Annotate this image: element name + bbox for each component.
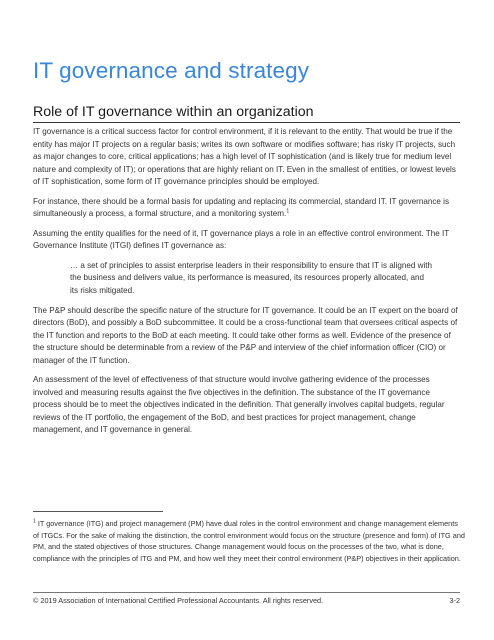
paragraph-4: The P&P should describe the specific nature of the structure for IT governance. It could be an IT expert on the board of directors (BoD), and possibly a BoD subcommittee. It could be a cross-functional team that oversees critical aspects of the IT function and reports to the BoD at each meeting. It could take other forms as well. Evidence of the presence of the structure should be determinable from a review of the P&P and interview of the chief information officer (CIO) or manager of the IT function.: [33, 305, 458, 365]
paragraph-2-text: For instance, there should be a formal basis for updating and replacing its commercial, standard IT. IT governance is simultaneously a process, a formal structure, and a monitoring system.: [33, 196, 449, 219]
paragraph-1: IT governance is a critical success factor for control environment, if it is relevant to the entity. That would be true if the entity has major IT projects on a regular basis; writes its own software or modifies software; has risky IT projects, such as major changes to core, critical applications; has a high level of IT sophistication (and is likely true for medium level nature and complexity of IT); or operations that are highly reliant on IT. Even in the smallest of entities, or lowest levels of IT sophistication, some form of IT governance principles should be employed.: [33, 127, 456, 187]
page-number: 3-2: [449, 596, 460, 605]
definition-quote: … a set of principles to assist enterprise leaders in their responsibility to ensure that IT is aligned with the business and delivers value, its performance is measured, its resources properly allocated, and its risks mitigated.: [70, 260, 432, 296]
section-divider: [33, 122, 460, 123]
footnote-text: IT governance (ITG) and project management (PM) have dual roles in the control environment and change management elements of ITGCs. For the sake of making the distinction, the control environment would focus on the structure (presence and form) of ITG and PM, and the stated objectives of those structures. Change management would focus on the processes of the two, what is done, compliance with the principles of ITG and PM, and how well they meet their control environment (P&P) objectives in their application.: [33, 519, 465, 563]
section-heading: Role of IT governance within an organization: [33, 104, 314, 120]
paragraph-5: An assessment of the level of effectiveness of that structure would involve gathering evidence of the processes involved and measuring results against the five objectives in the definition. The substance of the IT governance process should be to meet the objectives indicated in the definition. That generally involves capital budgets, regular reviews of the IT portfolio, the engagement of the BoD, and best practices for project management, change management, and IT governance in general.: [33, 375, 445, 435]
body-text: [33, 126, 460, 444]
chapter-title: IT governance and strategy: [33, 58, 310, 83]
footnote-marker: 1: [33, 518, 36, 525]
paragraph-2: [33, 196, 460, 221]
footer-copyright: © 2019 Association of International Certified Professional Accountants. All rights reserved.: [33, 596, 324, 605]
footnote-divider: [33, 511, 163, 512]
footer-divider: [33, 592, 460, 593]
footnote-reference[interactable]: 1: [286, 208, 290, 215]
paragraph-3: Assuming the entity qualifies for the need of it, IT governance plays a role in an effective control environment. The IT Governance Institute (ITGI) defines IT governance as:: [33, 228, 450, 251]
footnote: [33, 518, 465, 564]
